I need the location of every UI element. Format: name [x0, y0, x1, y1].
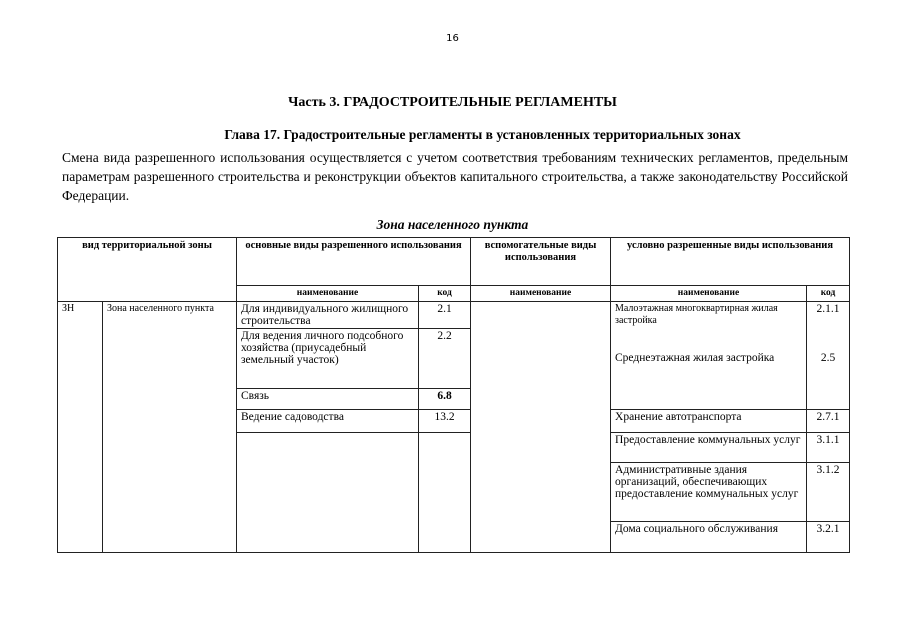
header-main-code: код	[419, 286, 471, 302]
main-use-code: 2.1	[419, 302, 471, 329]
main-use-empty-name	[237, 433, 419, 553]
cond-use-code: 2.1.1	[807, 302, 850, 349]
chapter-title: Глава 17. Градостроительные регламенты в установленных территориальных зонах	[224, 127, 741, 142]
header-zone-type: вид территориальной зоны	[58, 238, 237, 302]
cond-use-code: 2.7.1	[807, 410, 850, 433]
zone-name: Зона населенного пункта	[103, 302, 237, 553]
cond-code-cell-pair	[807, 463, 850, 553]
main-use-name: Для индивидуального жилищного строительства	[237, 302, 419, 329]
main-use-code: 6.8	[419, 389, 471, 410]
main-use-code: 13.2	[419, 410, 471, 433]
cond-use-name: Предоставление коммунальных услуг	[611, 433, 807, 463]
cond-use-code: 2.5	[807, 349, 850, 410]
main-use-empty-code	[419, 433, 471, 553]
main-use-name: Ведение садоводства	[237, 410, 419, 433]
cond-use-code: 3.1.1	[807, 433, 850, 463]
header-cond-name: наименование	[611, 286, 807, 302]
part-title: Часть 3. ГРАДОСТРОИТЕЛЬНЫЕ РЕГЛАМЕНТЫ	[288, 95, 617, 110]
header-main-name: наименование	[237, 286, 419, 302]
cond-use-cell-pair	[611, 463, 807, 553]
cond-use-code: 3.2.1	[816, 523, 840, 535]
zone-title: Зона населенного пункта	[376, 217, 529, 232]
header-conditional-uses: условно разрешенные виды использования	[611, 238, 850, 286]
cond-use-name: Административные здания организаций, обеспечивающих предоставление коммунальных услуг	[611, 463, 806, 522]
regulations-table	[57, 237, 850, 553]
main-use-name: Связь	[237, 389, 419, 410]
page-number: 16	[446, 33, 459, 44]
header-main-uses: основные виды разрешенного использования	[237, 238, 471, 286]
header-cond-code: код	[807, 286, 850, 302]
cond-use-name: Среднеэтажная жилая застройка	[611, 349, 807, 410]
header-aux-name: наименование	[471, 286, 611, 302]
cond-use-code: 3.1.2	[807, 463, 849, 522]
main-use-name: Для ведения личного подсобного хозяйства (приусадебный земельный участок)	[237, 329, 419, 389]
main-use-code: 2.2	[419, 329, 471, 389]
cond-use-name: Малоэтажная многоквартирная жилая застройка	[611, 302, 807, 349]
cond-use-name: Хранение автотранспорта	[611, 410, 807, 433]
zone-code: ЗН	[58, 302, 103, 553]
header-auxiliary-uses: вспомогательные виды использования	[471, 238, 611, 286]
intro-paragraph: Смена вида разрешенного использования осуществляется с учетом соответствия требованиям технических регламентов, предельным параметрам разрешенного строительства и реконструкции объектов капитального строительства, а также законодательству Российской Федерации.	[62, 150, 848, 203]
auxiliary-uses-cell	[471, 302, 611, 553]
cond-use-name: Дома социального обслуживания	[615, 523, 779, 535]
